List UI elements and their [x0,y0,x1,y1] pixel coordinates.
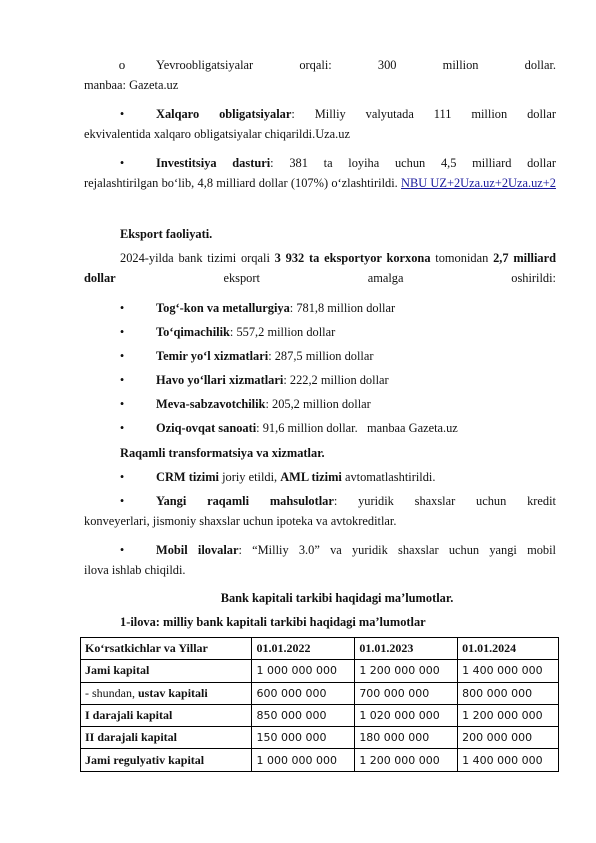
digital-heading: Raqamli transformatsiya va xizmatlar. [120,446,325,460]
column-header: 01.01.2024 [458,638,559,660]
list-item-text-cont: manbaa: Gazeta.uz [84,78,179,92]
circle-bullet-icon: o [118,57,126,72]
list-item-text: : 781,8 million dollar [289,301,396,315]
list-item-text: : 381 ta loyiha uchun 4,5 milliard dollar [270,156,557,170]
source-link[interactable]: NBU UZ+2Uza.uz+2Uza.uz+2 [401,176,556,190]
table-cell: 1 020 000 000 [355,704,458,726]
column-header: Ko‘rsatkichlar va Yillar [81,638,252,660]
table-row [81,749,559,771]
list-item-text: : yuridik shaxslar uchun kredit [333,494,556,508]
list-item-text: Yevroobligatsiyalar orqali: 300 million dollar. [156,58,556,72]
bullet-icon: • [119,421,125,435]
table-row [81,682,559,704]
bullet-icon: • [119,494,125,508]
bullet-icon: • [119,301,125,315]
bullet-icon: • [119,470,125,484]
row-label: I darajali kapital [81,704,252,726]
table-cell: 1 400 000 000 [458,660,559,682]
bullet-icon: • [119,397,125,411]
list-item-text: : Milliy valyutada 111 million dollar [291,107,556,121]
table-cell: 600 000 000 [252,682,355,704]
table-row [81,660,559,682]
list-item-title: To‘qimachilik [156,325,230,339]
list-item-title: CRM tizimi [156,470,219,484]
list-item-export [84,298,556,318]
table-cell: 1 000 000 000 [252,660,355,682]
list-item-text: : 222,2 million dollar [283,373,389,387]
table-header-row [81,638,559,660]
export-paragraph: 2024-yilda bank tizimi orqali 3 932 ta eksportyor korxona tomonidan 2,7 milliard dollar eksport amalga oshirildi: [84,251,556,285]
list-item-title: Investitsiya dasturi [156,156,271,170]
table-cell: 1 200 000 000 [355,660,458,682]
list-item-text: : 205,2 million dollar [265,397,371,411]
table-cell: 1 200 000 000 [355,749,458,771]
exporter-count: 3 932 ta eksportyor korxona [274,251,431,265]
table-cell: 850 000 000 [252,704,355,726]
list-item-title: Tog‘-kon va metallurgiya [156,301,290,315]
column-header: 01.01.2022 [252,638,355,660]
list-item-text-cont: rejalashtirilgan bo‘lib, 4,8 milliard dollar (107%) o‘zlashtirildi. [84,176,398,190]
list-item-text-cont: ilova ishlab chiqildi. [84,563,186,577]
list-item-text: : 557,2 million dollar [229,325,336,339]
bullet-icon: • [119,373,125,387]
list-item-mobile-apps [84,540,556,580]
list-item-title: Yangi raqamli mahsulotlar [156,494,334,508]
bullet-icon: • [119,543,125,557]
table-cell: 180 000 000 [355,727,458,749]
bullet-icon: • [119,349,125,363]
table-row [81,704,559,726]
table-cell: 800 000 000 [458,682,559,704]
list-item-eurobonds [84,55,556,95]
list-item-international-bonds [84,104,556,144]
list-item-text: : 287,5 million dollar [268,349,374,363]
list-item-export [84,370,556,390]
table-cell: 1 400 000 000 [458,749,559,771]
bullet-icon: • [119,156,125,170]
list-item-text: : 91,6 million dollar. manbaa Gazeta.uz [256,421,458,435]
list-item-investment-program [84,153,556,193]
bullet-icon: • [119,325,125,339]
list-item-digital-products [84,491,556,531]
list-item-title: Havo yo‘llari xizmatlari [156,373,284,387]
list-item-crm: • CRM tizimi joriy etildi, AML tizimi avtomatlashtirildi. [84,467,556,487]
export-heading: Eksport faoliyati. [120,227,213,241]
row-label: Jami regulyativ kapital [81,749,252,771]
list-item-title: Xalqaro obligatsiyalar [156,107,292,121]
list-item-title: Meva-sabzavotchilik [156,397,266,411]
list-item-export [84,418,556,438]
list-item-title: Mobil ilovalar [156,543,239,557]
capital-heading: Bank kapitali tarkibi haqidagi ma’lumotlar. [220,591,454,605]
list-item-export [84,322,556,342]
list-item-text: : “Milliy 3.0” va yuridik shaxslar uchun yangi mobil [238,543,556,557]
table-cell: 150 000 000 [252,727,355,749]
row-label: - shundan, ustav kapitali [81,682,252,704]
list-item-title: Temir yo‘l xizmatlari [156,349,269,363]
table-cell: 700 000 000 [355,682,458,704]
row-label: II darajali kapital [81,727,252,749]
column-header: 01.01.2023 [355,638,458,660]
capital-table [80,637,559,772]
table-row [81,727,559,749]
list-item-export [84,394,556,414]
table-caption: 1-ilova: milliy bank kapitali tarkibi haqidagi ma’lumotlar [120,615,426,629]
export-total: 2,7 milliard dollar [84,251,556,285]
list-item-title: AML tizimi [280,470,342,484]
table-cell: 1 200 000 000 [458,704,559,726]
list-item-title: Oziq-ovqat sanoati [156,421,257,435]
table-cell: 1 000 000 000 [252,749,355,771]
table-cell: 200 000 000 [458,727,559,749]
row-label: Jami kapital [81,660,252,682]
list-item-text-cont: konveyerlari, jismoniy shaxslar uchun ipoteka va avtokreditlar. [84,514,397,528]
bullet-icon: • [119,107,125,121]
list-item-export [84,346,556,366]
list-item-text-cont: ekvivalentida xalqaro obligatsiyalar chiqarildi.Uza.uz [84,127,350,141]
